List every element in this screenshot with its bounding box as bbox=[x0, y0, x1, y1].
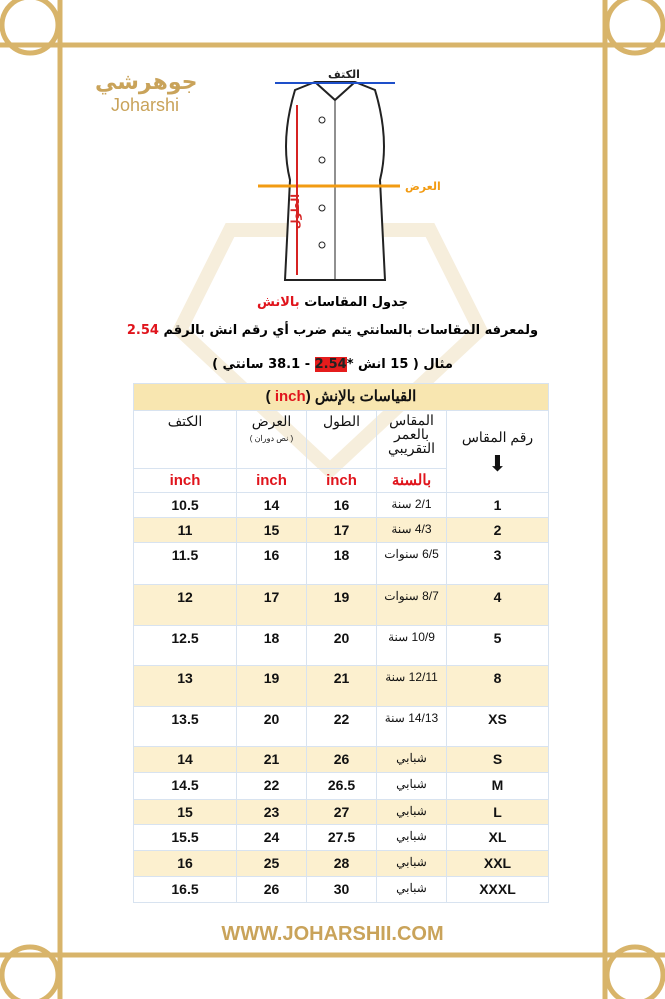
table-row bbox=[134, 773, 549, 800]
cell-length: 22 bbox=[307, 707, 377, 747]
cell-shoulder: 15.5 bbox=[134, 825, 237, 851]
cell-size: XL bbox=[447, 825, 549, 851]
cell-size: L bbox=[447, 800, 549, 825]
header-size bbox=[447, 411, 549, 493]
cell-width: 17 bbox=[237, 585, 307, 626]
table-title-text: القياسات بالإنش ( bbox=[305, 388, 417, 405]
cell-shoulder: 14.5 bbox=[134, 773, 237, 800]
chart-title bbox=[0, 295, 665, 310]
cell-shoulder: 12.5 bbox=[134, 626, 237, 666]
table-row bbox=[134, 666, 549, 707]
cell-age: شبابي bbox=[377, 851, 447, 877]
logo-english: Joharshi bbox=[110, 95, 180, 115]
size-table bbox=[133, 383, 549, 903]
brand-logo bbox=[95, 70, 198, 116]
header-width bbox=[237, 411, 307, 469]
cell-shoulder: 16.5 bbox=[134, 877, 237, 903]
cell-width: 15 bbox=[237, 518, 307, 543]
cell-length: 30 bbox=[307, 877, 377, 903]
note-text: ولمعرفه المقاسات بالسانتي يتم ضرب أي رقم انش بالرقم bbox=[158, 323, 539, 338]
logo-arabic: جوهرشي bbox=[95, 70, 198, 95]
cell-size: M bbox=[447, 773, 549, 800]
cell-size: 2 bbox=[447, 518, 549, 543]
table-row bbox=[134, 493, 549, 518]
cell-width: 14 bbox=[237, 493, 307, 518]
cell-age: 10/9 سنة bbox=[377, 626, 447, 666]
unit-length: inch bbox=[307, 469, 377, 493]
unit-shoulder: inch bbox=[134, 469, 237, 493]
cell-size: XXXL bbox=[447, 877, 549, 903]
cell-length: 28 bbox=[307, 851, 377, 877]
cell-shoulder: 10.5 bbox=[134, 493, 237, 518]
table-row bbox=[134, 585, 549, 626]
cell-length: 16 bbox=[307, 493, 377, 518]
table-title-unit: inch bbox=[274, 388, 306, 405]
cell-length: 26.5 bbox=[307, 773, 377, 800]
table-row bbox=[134, 543, 549, 585]
cell-size: 5 bbox=[447, 626, 549, 666]
cell-size: 8 bbox=[447, 666, 549, 707]
example-highlight: 2.54 bbox=[314, 357, 347, 372]
arrow-down-icon: ⬇ bbox=[488, 450, 507, 476]
cell-width: 21 bbox=[237, 747, 307, 773]
cell-width: 25 bbox=[237, 851, 307, 877]
cell-age: شبابي bbox=[377, 747, 447, 773]
cell-shoulder: 14 bbox=[134, 747, 237, 773]
cell-width: 23 bbox=[237, 800, 307, 825]
cell-length: 27.5 bbox=[307, 825, 377, 851]
cell-length: 19 bbox=[307, 585, 377, 626]
cell-length: 20 bbox=[307, 626, 377, 666]
cell-width: 26 bbox=[237, 877, 307, 903]
cell-shoulder: 12 bbox=[134, 585, 237, 626]
header-shoulder: الكتف bbox=[134, 411, 237, 469]
cell-size: XS bbox=[447, 707, 549, 747]
cell-size: 1 bbox=[447, 493, 549, 518]
cell-age: 14/13 سنة bbox=[377, 707, 447, 747]
cell-width: 16 bbox=[237, 543, 307, 585]
cell-shoulder: 11.5 bbox=[134, 543, 237, 585]
header-width-note: ( نص دوران ) bbox=[249, 434, 294, 443]
width-label: العرض bbox=[405, 180, 441, 193]
cell-width: 22 bbox=[237, 773, 307, 800]
cell-age: 8/7 سنوات bbox=[377, 585, 447, 626]
cell-width: 24 bbox=[237, 825, 307, 851]
note-value: 2.54 bbox=[126, 323, 159, 338]
website-url: WWW.JOHARSHII.COM bbox=[221, 923, 444, 945]
cell-size: 4 bbox=[447, 585, 549, 626]
cell-shoulder: 15 bbox=[134, 800, 237, 825]
cell-age: شبابي bbox=[377, 773, 447, 800]
conversion-example bbox=[0, 357, 665, 372]
cell-shoulder: 13.5 bbox=[134, 707, 237, 747]
conversion-note bbox=[0, 323, 665, 338]
vest-diagram bbox=[250, 60, 420, 295]
cell-length: 27 bbox=[307, 800, 377, 825]
table-title bbox=[134, 384, 549, 411]
table-row bbox=[134, 747, 549, 773]
cell-length: 18 bbox=[307, 543, 377, 585]
cell-size: S bbox=[447, 747, 549, 773]
cell-size: XXL bbox=[447, 851, 549, 877]
example-pre: مثال ( 15 انش * bbox=[346, 357, 453, 372]
header-width-text: العرض bbox=[251, 413, 292, 429]
cell-width: 20 bbox=[237, 707, 307, 747]
table-row bbox=[134, 800, 549, 825]
cell-width: 18 bbox=[237, 626, 307, 666]
cell-shoulder: 16 bbox=[134, 851, 237, 877]
table-title-close: ) bbox=[265, 388, 275, 405]
title-red: بالانش bbox=[256, 295, 300, 310]
cell-length: 21 bbox=[307, 666, 377, 707]
cell-age: شبابي bbox=[377, 877, 447, 903]
cell-width: 19 bbox=[237, 666, 307, 707]
example-post: - 38.1 سانتي ) bbox=[212, 357, 315, 372]
cell-length: 17 bbox=[307, 518, 377, 543]
header-age: المقاس بالعمر التقريبي bbox=[377, 411, 447, 469]
table-row bbox=[134, 825, 549, 851]
cell-age: 4/3 سنة bbox=[377, 518, 447, 543]
cell-age: 2/1 سنة bbox=[377, 493, 447, 518]
header-size-text: رقم المقاس bbox=[461, 428, 534, 445]
title-text: جدول المقاسات bbox=[299, 295, 408, 310]
cell-length: 26 bbox=[307, 747, 377, 773]
table-row bbox=[134, 851, 549, 877]
shoulder-label: الكتف bbox=[328, 68, 360, 81]
header-length: الطول bbox=[307, 411, 377, 469]
cell-age: 6/5 سنوات bbox=[377, 543, 447, 585]
cell-shoulder: 11 bbox=[134, 518, 237, 543]
unit-width: inch bbox=[237, 469, 307, 493]
cell-age: شبابي bbox=[377, 800, 447, 825]
cell-age: 12/11 سنة bbox=[377, 666, 447, 707]
table-row bbox=[134, 877, 549, 903]
table-row bbox=[134, 518, 549, 543]
cell-size: 3 bbox=[447, 543, 549, 585]
unit-age: بالسنة bbox=[377, 469, 447, 493]
table-row bbox=[134, 626, 549, 666]
cell-shoulder: 13 bbox=[134, 666, 237, 707]
table-row bbox=[134, 707, 549, 747]
length-label: الطول bbox=[289, 193, 303, 230]
cell-age: شبابي bbox=[377, 825, 447, 851]
